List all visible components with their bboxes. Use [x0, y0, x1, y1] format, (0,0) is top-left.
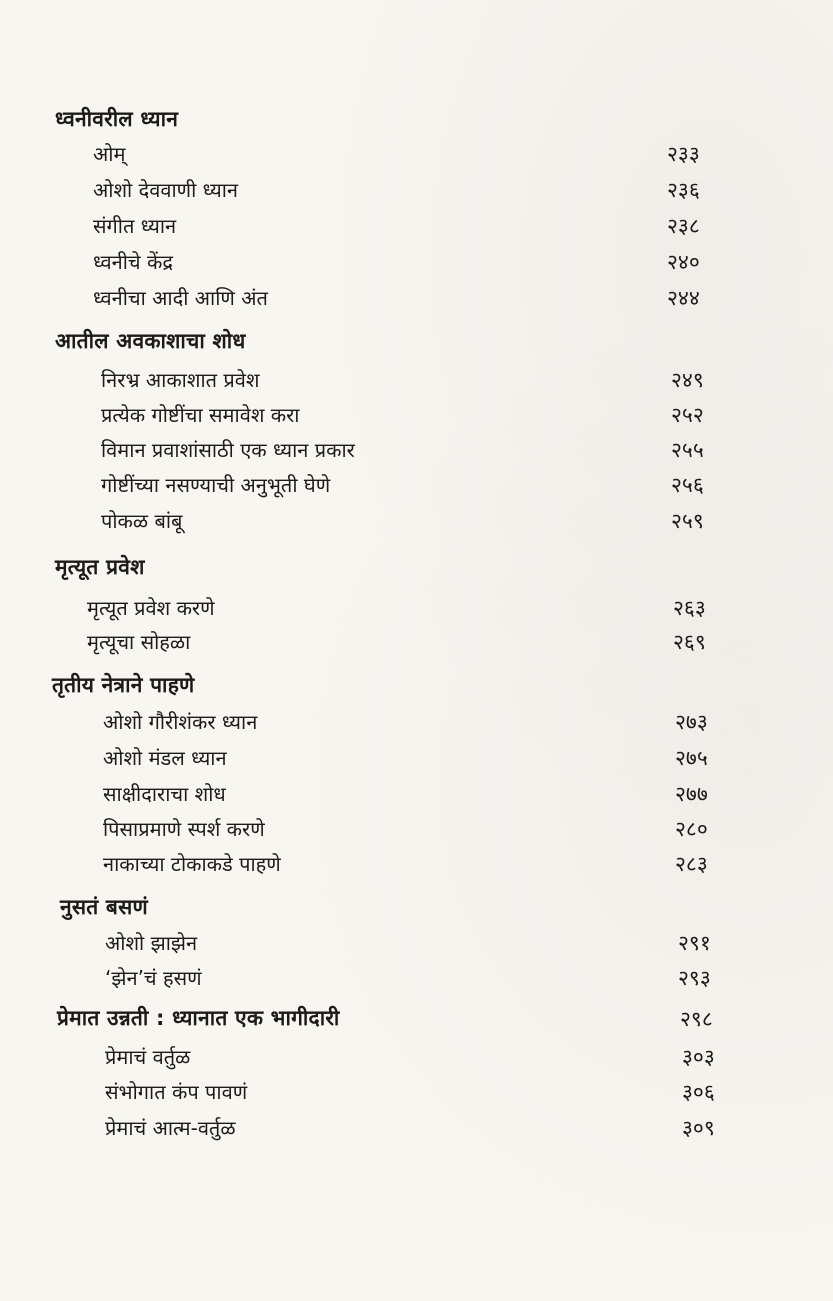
entry-page-number: ३०९: [682, 1116, 715, 1140]
section-title-sound-meditation: ध्वनीवरील ध्यान: [55, 107, 179, 131]
entry-page-number: २९१: [678, 931, 711, 955]
entry-page-number: २५५: [671, 438, 704, 462]
toc-entry: [0, 212, 833, 246]
toc-entry: [0, 815, 833, 849]
entry-title: ओशो गौरीशंकर ध्यान: [103, 710, 258, 734]
toc-entry: [0, 929, 833, 963]
toc-entry: [0, 850, 833, 884]
entry-title: गोष्टींच्या नसण्याची अनुभूती घेणे: [101, 473, 331, 497]
entry-title: ओशो मंडल ध्यान: [103, 746, 227, 770]
toc-entry: [0, 708, 833, 742]
toc-entry: [0, 1078, 833, 1112]
entry-title: ‘झेन’चं हसणं: [105, 966, 202, 990]
section-page-number: २९८: [680, 1007, 713, 1031]
toc-entry: [0, 248, 833, 282]
entry-title: विमान प्रवाशांसाठी एक ध्यान प्रकार: [101, 438, 355, 462]
entry-title: प्रेमाचं आत्म-वर्तुळ: [105, 1116, 236, 1140]
entry-page-number: २७३: [675, 710, 708, 734]
entry-page-number: २५९: [671, 509, 704, 533]
toc-entry: [0, 628, 833, 662]
section-title-just-sitting: नुसतं बसणं: [60, 895, 148, 919]
toc-entry: [0, 284, 833, 318]
entry-title: संभोगात कंप पावणं: [105, 1080, 248, 1104]
toc-entry: [0, 744, 833, 778]
entry-page-number: २७५: [675, 746, 708, 770]
toc-entry: [0, 366, 833, 400]
entry-title: पोकळ बांबू: [101, 509, 183, 533]
entry-page-number: २३८: [667, 214, 700, 238]
entry-title: साक्षीदाराचा शोध: [103, 782, 226, 806]
entry-title: पिसाप्रमाणे स्पर्श करणे: [103, 817, 265, 841]
entry-title: ओम्: [93, 142, 126, 166]
entry-page-number: २७७: [675, 782, 708, 806]
section-title-third-eye: तृतीय नेत्राने पाहणे: [52, 673, 195, 697]
toc-entry: [0, 594, 833, 628]
section-title-inner-space: आतील अवकाशाचा शोध: [55, 329, 246, 353]
entry-page-number: २६९: [673, 630, 706, 654]
toc-entry: [0, 176, 833, 210]
entry-page-number: २४०: [667, 250, 700, 274]
entry-title: मृत्यूत प्रवेश करणे: [87, 596, 215, 620]
section-title-entering-death: मृत्यूत प्रवेश: [55, 555, 145, 579]
toc-entry: [0, 780, 833, 814]
entry-title: ओशो देववाणी ध्यान: [93, 178, 239, 202]
toc-entry: [0, 1114, 833, 1148]
entry-title: ओशो झाझेन: [105, 931, 198, 955]
entry-title: नाकाच्या टोकाकडे पाहणे: [103, 852, 281, 876]
entry-page-number: २३६: [667, 178, 700, 202]
entry-title: निरभ्र आकाशात प्रवेश: [101, 368, 260, 392]
entry-page-number: ३०६: [682, 1080, 715, 1104]
entry-title: संगीत ध्यान: [93, 214, 177, 238]
toc-entry: [0, 1043, 833, 1077]
toc-entry: [0, 140, 833, 174]
entry-page-number: २८०: [675, 817, 708, 841]
toc-entry: [0, 471, 833, 505]
entry-page-number: २८३: [675, 852, 708, 876]
entry-page-number: २३३: [667, 142, 700, 166]
entry-page-number: २६३: [673, 596, 706, 620]
entry-title: ध्वनीचे केंद्र: [93, 250, 173, 274]
toc-entry: [0, 964, 833, 998]
entry-title: ध्वनीचा आदी आणि अंत: [93, 286, 268, 310]
entry-title: प्रत्येक गोष्टींचा समावेश करा: [101, 403, 300, 427]
entry-title: मृत्यूचा सोहळा: [87, 630, 191, 654]
entry-page-number: ३०३: [682, 1045, 715, 1069]
entry-page-number: २९३: [678, 966, 711, 990]
entry-page-number: २४४: [667, 286, 700, 310]
entry-page-number: २५६: [671, 473, 704, 497]
entry-title: प्रेमाचं वर्तुळ: [105, 1045, 191, 1069]
entry-page-number: २४९: [671, 368, 704, 392]
toc-entry: [0, 507, 833, 541]
section-title-growing-in-love: प्रेमात उन्नती : ध्यानात एक भागीदारी: [57, 1006, 340, 1030]
entry-page-number: २५२: [671, 403, 704, 427]
toc-entry: [0, 436, 833, 470]
toc-entry: [0, 401, 833, 435]
